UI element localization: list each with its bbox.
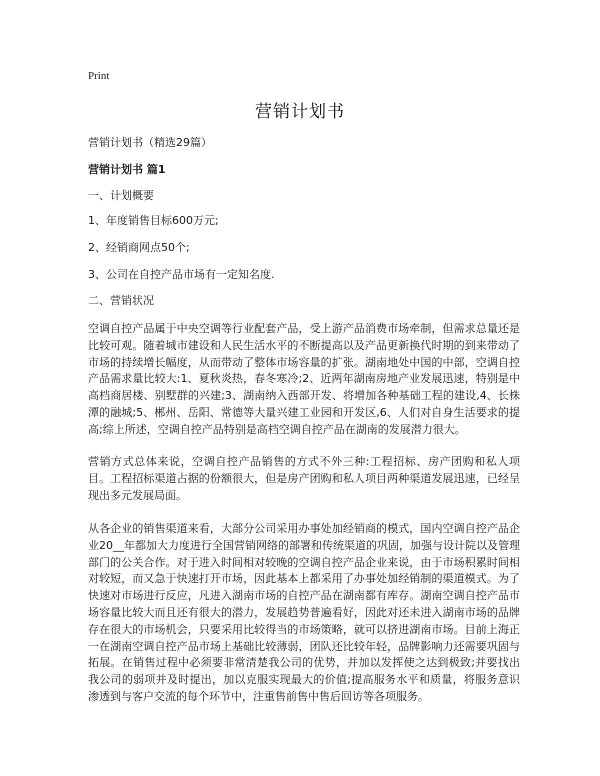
document-subtitle: 营销计划书（精选29篇） bbox=[88, 136, 212, 149]
heading-marketing-status: 二、营销状况 bbox=[88, 294, 154, 307]
list-item: 3、公司在自控产品市场有一定知名度. bbox=[88, 268, 275, 281]
list-item: 2、经销商网点50个; bbox=[88, 241, 190, 254]
document-title: 营销计划书 bbox=[255, 102, 345, 122]
list-item: 1、年度销售目标600万元; bbox=[88, 214, 219, 227]
paragraph: 空调自控产品属于中央空调等行业配套产品，受上游产品消费市场牵制，但需求总量还是比较可观。随着城市建设和人民生活水平的不断提高以及产品更新换代时期的到来带动了市场的持续增长幅度，从而带动了整体市场容量的扩张。湖南地处中国的中部，空调自控产品需求量比较大:1、夏秋炎热，春冬寒冷;2、近两年湖南房地产业发展迅速，特别是中高档商居楼、别墅群的兴建;3、湖南纳入西部开发、将增加各种基础工程的建设,4、长株潭的融城;5、郴州、岳阳、常德等大量兴建工业园和开发区,6、人们对自身生活要求的提高;综上所述，空调自控产品特别是高档空调自控产品在湖南的发展潜力很大。 bbox=[88, 322, 520, 436]
paragraph: 营销方式总体来说，空调自控产品销售的方式不外三种:工程招标、房产团购和私人项目。工程招标渠道占据的份额很大，但是房产团购和私人项目两种渠道发展迅速，已经呈现出多元发展局面。 bbox=[88, 455, 520, 502]
print-label[interactable]: Print bbox=[88, 70, 110, 82]
paragraph: 从各企业的销售渠道来看，大部分公司采用办事处加经销商的模式，国内空调自控产品企业20__年都加大力度进行全国营销网络的部署和传统渠道的巩固，加强与设计院以及管理部门的公关合作。对于进入时间相对较晚的空调自控产品企业来说，由于市场积累时间相对较短，而又急于快速打开市场，因此基本上都采用了办事处加经销制的渠道模式。为了快速对市场进行反应，凡进入湖南市场的自控产品在湖南都有库存。湖南空调自控产品市场容量比较大而且还有很大的潜力，发展趋势普遍看好，因此对还未进入湖南市场的品牌存在很大的市场机会，只要采用比较得当的市场策略，就可以挤进湖南市场。目前上海正一在湖南空调自控产品市场上基础比较薄弱，团队还比较年轻，品牌影响力还需要巩固与拓展。在销售过程中必须要非常清楚我公司的优势，并加以发挥使之达到极致;并要找出我公司的弱项并及时提出，加以克服实现最大的价值;提高服务水平和质量，将服务意识渗透到与客户交流的每个环节中，注重售前售中售后回访等各项服务。 bbox=[88, 522, 521, 703]
section-heading: 营销计划书 篇1 bbox=[88, 163, 166, 176]
heading-plan-overview: 一、计划概要 bbox=[88, 189, 154, 202]
